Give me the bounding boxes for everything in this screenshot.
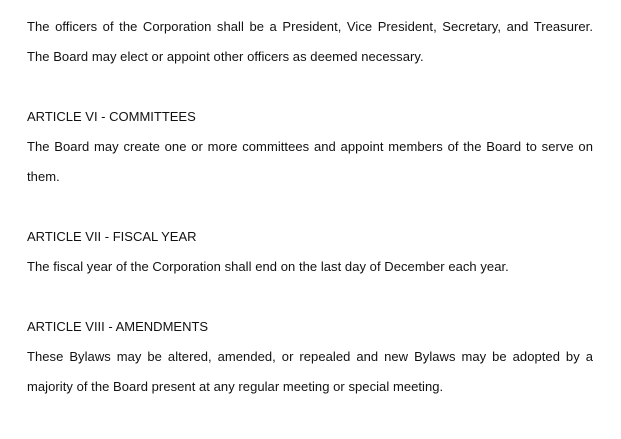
officers-paragraph: The officers of the Corporation shall be a President, Vice President, Secretary, and Treasurer. The Board may elect or appoint other officers as deemed necessary. xyxy=(27,19,593,64)
article-heading-amendments: ARTICLE VIII - AMENDMENTS xyxy=(27,319,209,334)
article-body-committees: The Board may create one or more committees and appoint members of the Board to serve on them. xyxy=(27,139,593,184)
article-body-amendments: These Bylaws may be altered, amended, or repealed and new Bylaws may be adopted by a majority of the Board present at any regular meeting or special meeting. xyxy=(27,349,593,394)
article-body-fiscal-year: The fiscal year of the Corporation shall end on the last day of December each year. xyxy=(27,259,509,274)
article-heading-committees: ARTICLE VI - COMMITTEES xyxy=(27,109,196,124)
document-page xyxy=(27,0,593,439)
article-heading-fiscal-year: ARTICLE VII - FISCAL YEAR xyxy=(27,229,197,244)
